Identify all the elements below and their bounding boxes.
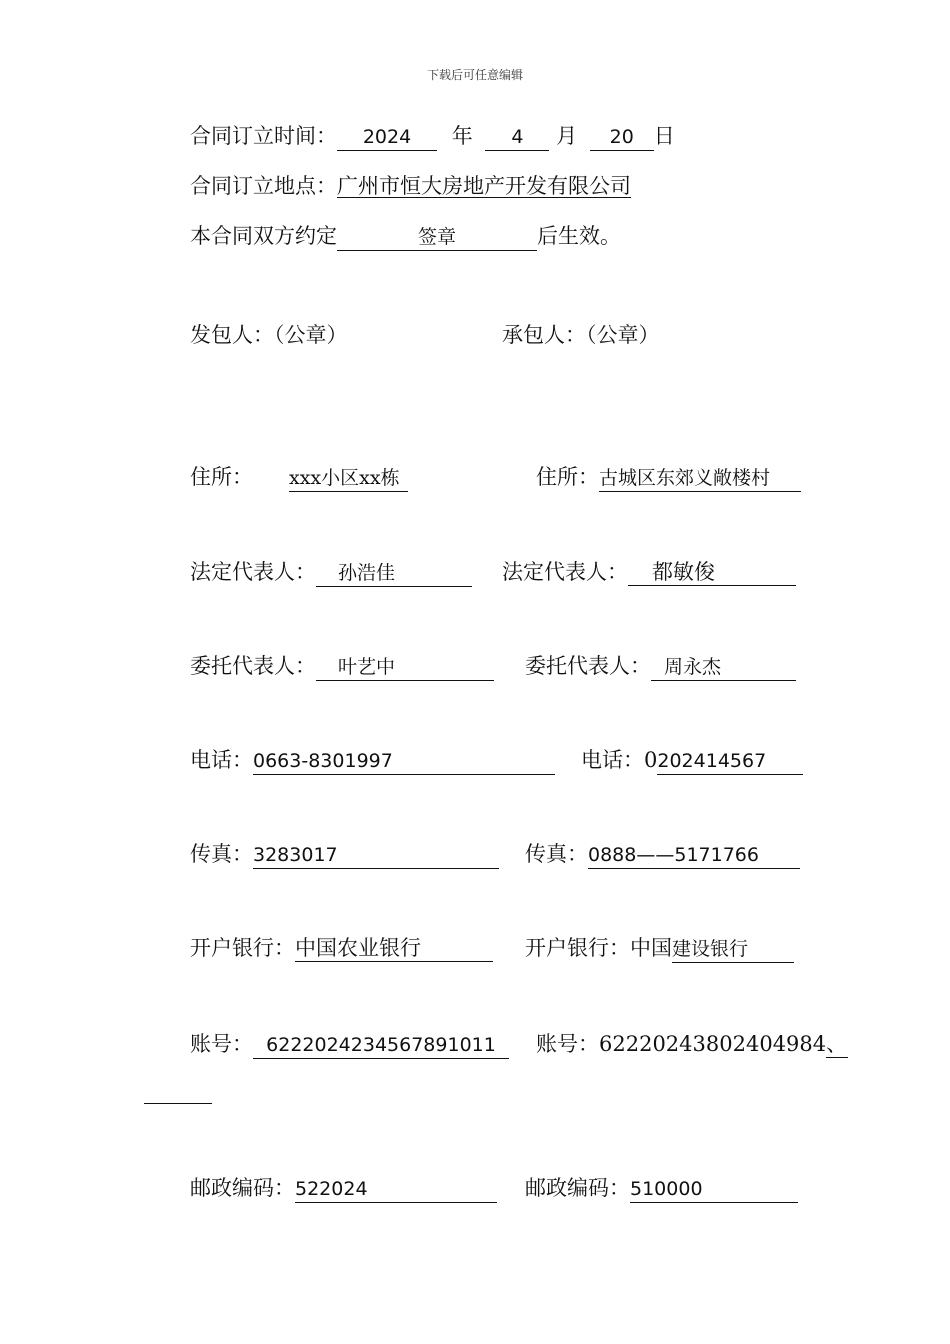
sign-day: 20 bbox=[590, 124, 654, 151]
effect-prefix: 本合同双方约定 bbox=[190, 224, 337, 248]
effect-value: 签章 bbox=[337, 224, 537, 251]
party-a-legal-line bbox=[190, 557, 472, 587]
party-b-address: 古城区东郊义敞楼村 bbox=[599, 465, 801, 492]
sign-time-label: 合同订立时间： bbox=[190, 124, 337, 148]
party-a-address: xxx小区xx栋 bbox=[289, 465, 408, 492]
sign-time-line bbox=[190, 121, 675, 151]
party-b-phone: 202414567 bbox=[657, 748, 803, 775]
party-b-bank-line bbox=[525, 933, 794, 963]
party-a-fax: 3283017 bbox=[253, 842, 499, 869]
party-b-bank-label: 开户银行： bbox=[525, 936, 630, 960]
party-a-postcode-line bbox=[190, 1173, 497, 1203]
party-a-address-line bbox=[190, 462, 408, 492]
party-a-bank: 中国农业银行 bbox=[295, 935, 493, 962]
party-b-fax: 0888——5171766 bbox=[588, 842, 800, 869]
party-b-account-suffix: 、 bbox=[826, 1032, 848, 1056]
party-a-account-label: 账号： bbox=[190, 1032, 253, 1056]
party-b-fax-line bbox=[525, 839, 800, 869]
party-b-address-line bbox=[536, 462, 801, 492]
party-a-phone-line bbox=[190, 745, 555, 775]
party-a-account-line bbox=[190, 1029, 509, 1059]
month-unit: 月 bbox=[556, 124, 578, 148]
party-b-postcode-label: 邮政编码： bbox=[525, 1176, 630, 1200]
sign-place-line bbox=[190, 171, 631, 201]
party-b-agent: 周永杰 bbox=[651, 654, 796, 681]
party-a-bank-label: 开户银行： bbox=[190, 936, 295, 960]
party-a-phone-label: 电话： bbox=[190, 748, 253, 772]
party-b-postcode-line bbox=[525, 1173, 798, 1203]
account-continuation-line bbox=[144, 1103, 212, 1104]
party-b-phone-label: 电话： bbox=[581, 748, 644, 772]
party-b-account: 62220243802404984 bbox=[599, 1032, 827, 1056]
party-b-legal-line bbox=[502, 557, 796, 587]
party-b-agent-line bbox=[525, 651, 796, 681]
party-a-agent-label: 委托代表人： bbox=[190, 654, 316, 678]
party-a-address-label: 住所： bbox=[190, 465, 253, 489]
party-a-agent-line bbox=[190, 651, 494, 681]
party-b-address-label: 住所： bbox=[536, 465, 599, 489]
party-b-postcode: 510000 bbox=[630, 1176, 798, 1203]
party-a-fax-label: 传真： bbox=[190, 842, 253, 866]
party-b-bank-prefix: 中国 bbox=[630, 936, 672, 960]
party-a-fax-line bbox=[190, 839, 499, 869]
effect-line bbox=[190, 221, 621, 251]
party-b-phone-prefix: 0 bbox=[644, 748, 658, 772]
sign-place-value: 广州市恒大房地产开发有限公司 bbox=[337, 174, 631, 198]
sign-year: 2024 bbox=[337, 124, 437, 151]
day-unit: 日 bbox=[653, 124, 675, 148]
party-a-legal: 孙浩佳 bbox=[316, 560, 472, 587]
party-b-agent-label: 委托代表人： bbox=[525, 654, 651, 678]
sign-place-label: 合同订立地点： bbox=[190, 174, 337, 198]
party-b-account-label: 账号： bbox=[536, 1032, 599, 1056]
party-b-legal: 都敏俊 bbox=[628, 559, 796, 586]
party-a-title: 发包人：（公章） bbox=[190, 323, 348, 347]
party-a-agent: 叶艺中 bbox=[316, 654, 494, 681]
party-b-legal-label: 法定代表人： bbox=[502, 560, 628, 584]
party-b-fax-label: 传真： bbox=[525, 842, 588, 866]
party-b-bank: 建设银行 bbox=[672, 936, 794, 963]
party-b-phone-line bbox=[581, 745, 803, 775]
party-b-title: 承包人：（公章） bbox=[502, 323, 660, 347]
party-a-bank-line bbox=[190, 933, 493, 963]
party-a-phone: 0663-8301997 bbox=[253, 748, 555, 775]
party-a-postcode: 522024 bbox=[295, 1176, 497, 1203]
effect-suffix: 后生效。 bbox=[537, 224, 621, 248]
year-unit: 年 bbox=[451, 124, 473, 148]
party-a-account: 6222024234567891011 bbox=[253, 1032, 509, 1059]
page-header: 下载后可任意编辑 bbox=[426, 68, 523, 82]
party-a-postcode-label: 邮政编码： bbox=[190, 1176, 295, 1200]
party-b-account-line bbox=[536, 1029, 848, 1059]
sign-month: 4 bbox=[485, 124, 549, 151]
party-a-legal-label: 法定代表人： bbox=[190, 560, 316, 584]
